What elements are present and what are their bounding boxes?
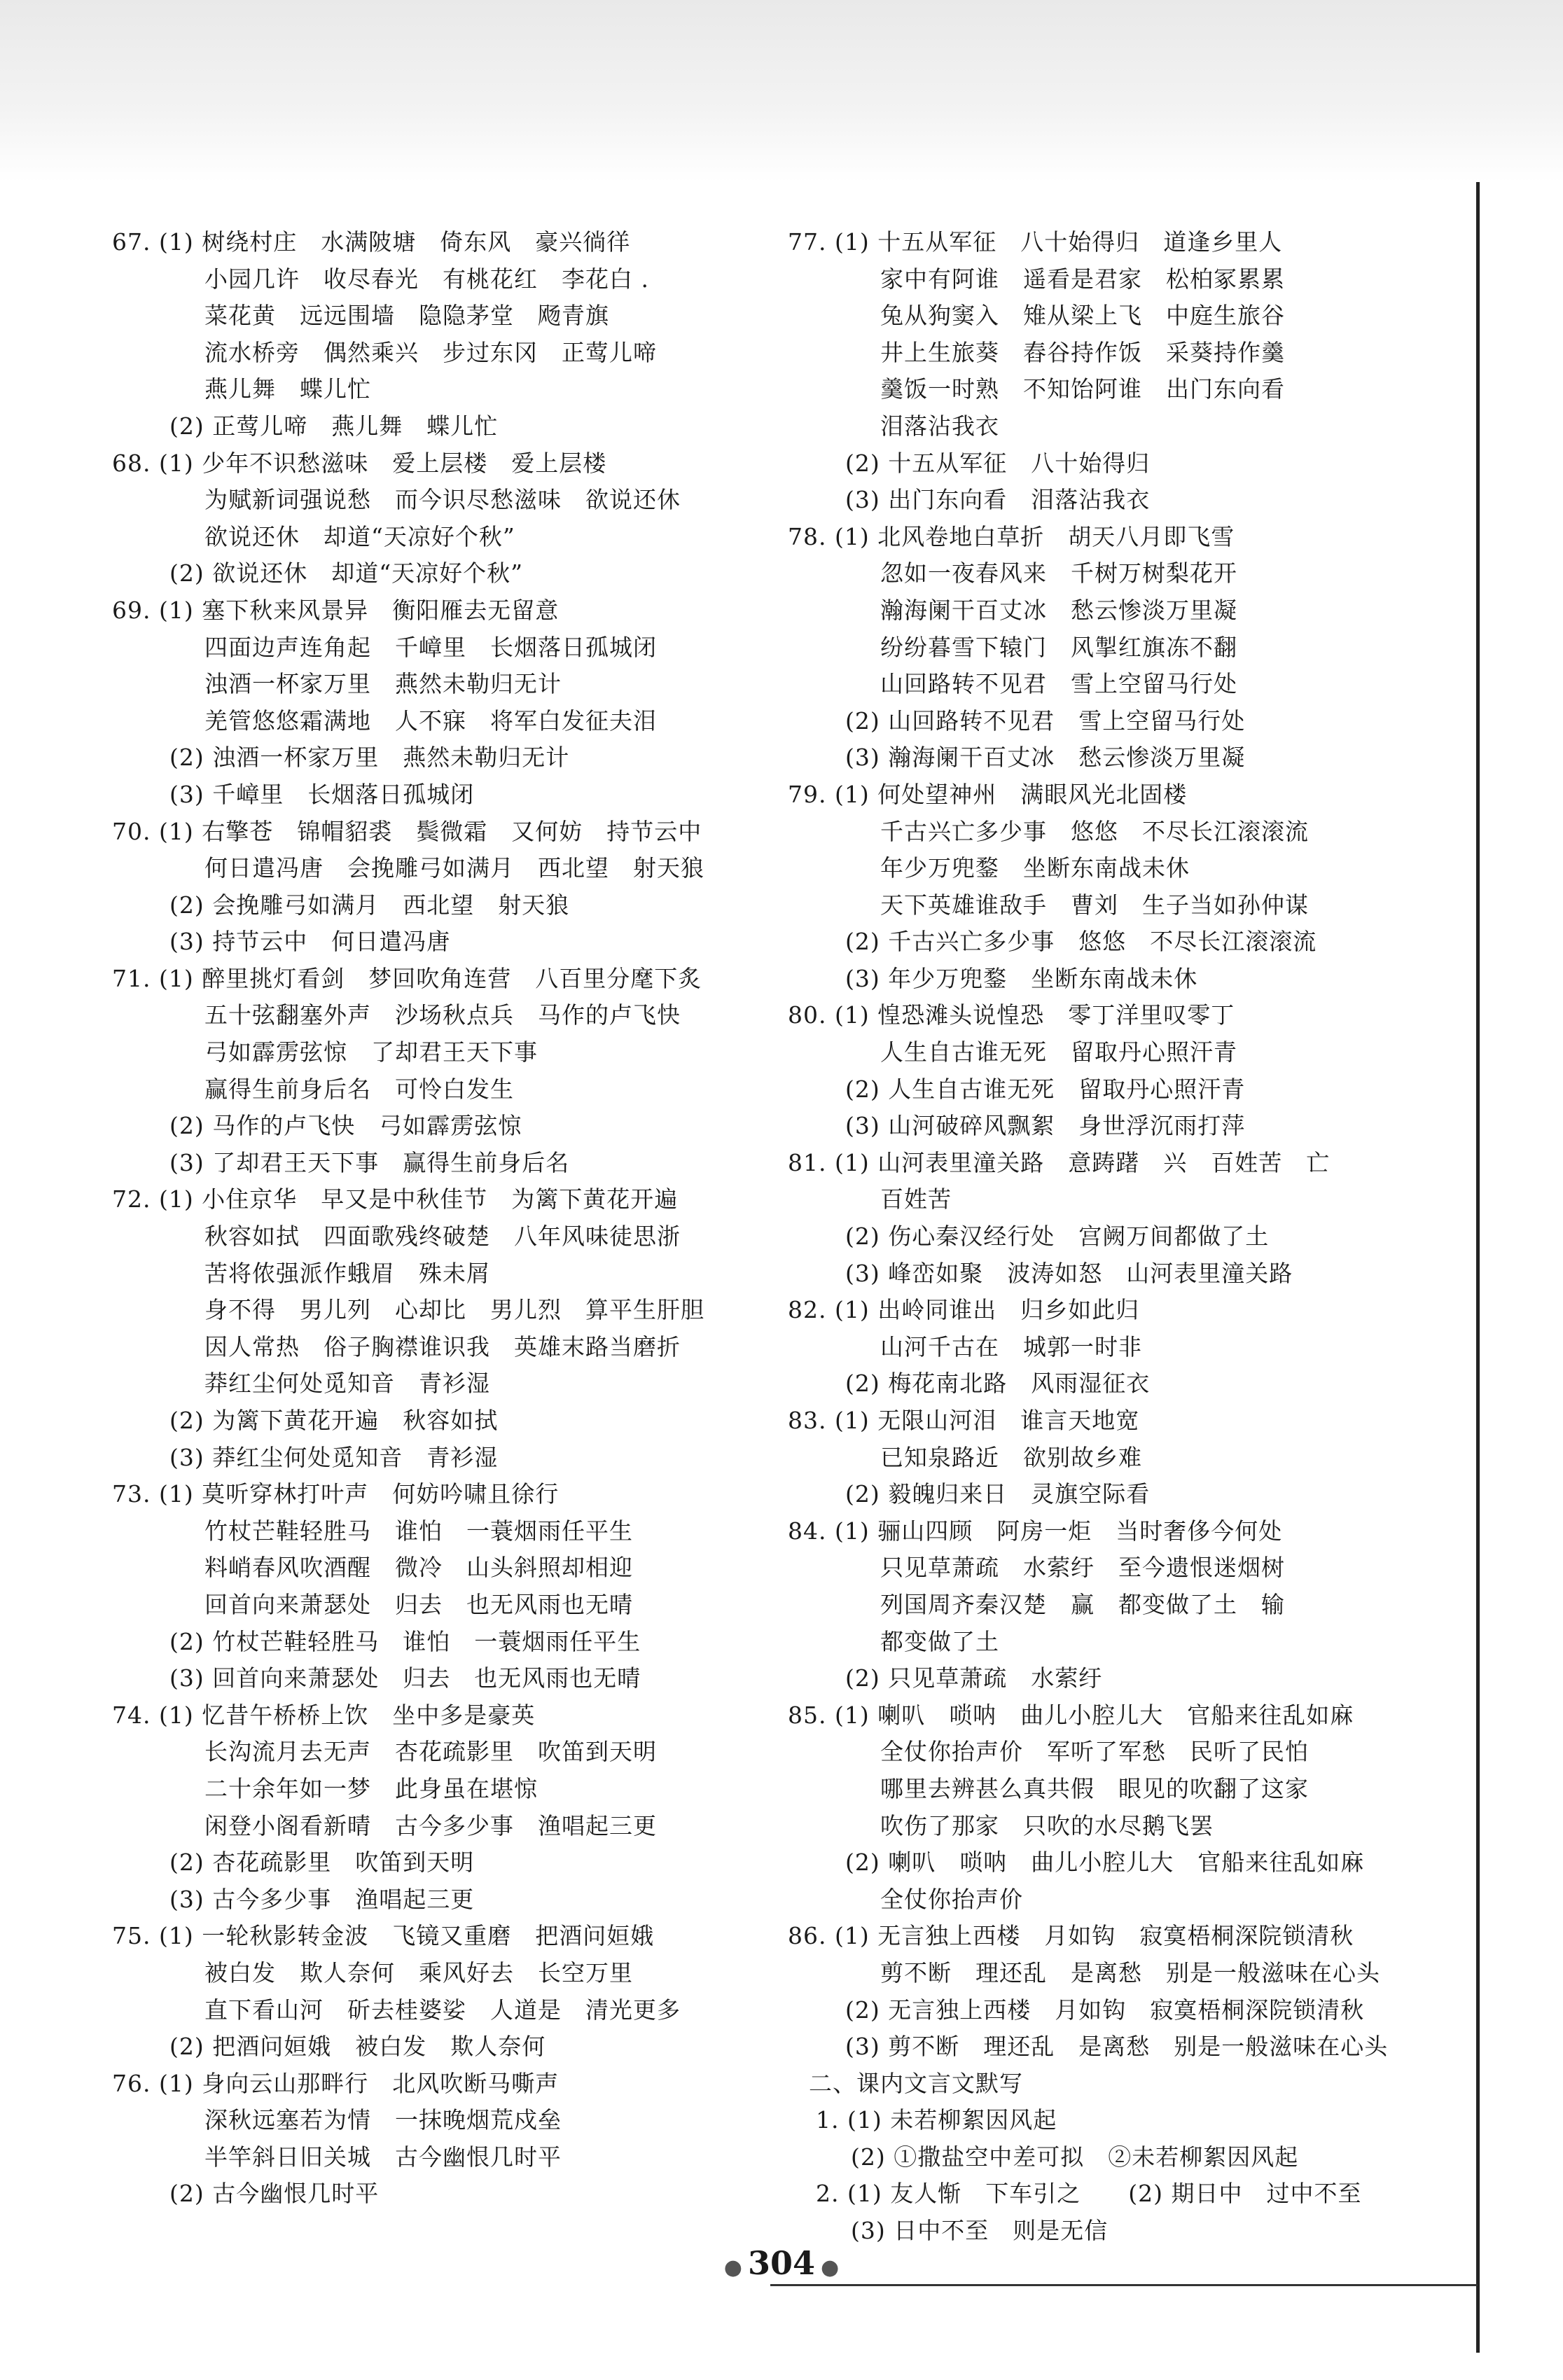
- answer-line: (3) 古今多少事 渔唱起三更: [169, 1885, 475, 1913]
- answer-line: 1. (1) 未若柳絮因风起: [816, 2106, 1057, 2134]
- answer-line: 81. (1) 山河表里潼关路 意踌躇 兴 百姓苦 亡: [788, 1148, 1331, 1176]
- answer-line: 79. (1) 何处望神州 满眼风光北固楼: [788, 780, 1188, 808]
- answer-line: (2) 人生自古谁无死 留取丹心照汗青: [845, 1075, 1246, 1103]
- answer-line: 列国周齐秦汉楚 赢 都变做了土 输: [880, 1590, 1285, 1618]
- answer-line: (3) 持节云中 何日遣冯唐: [169, 928, 451, 956]
- answer-line: (3) 瀚海阑干百丈冰 愁云惨淡万里凝: [845, 744, 1246, 772]
- answer-line: 深秋远塞若为情 一抹晚烟荒戍垒: [204, 2106, 562, 2134]
- answer-line: 77. (1) 十五从军征 八十始得归 道逢乡里人: [788, 228, 1283, 256]
- answer-line: 85. (1) 喇叭 唢呐 曲儿小腔儿大 官船来往乱如麻: [788, 1701, 1354, 1729]
- answer-line: (2) 把酒问姮娥 被白发 欺人奈何: [169, 2033, 546, 2061]
- answer-line: (2) 无言独上西楼 月如钩 寂寞梧桐深院锁清秋: [845, 1996, 1365, 2024]
- answer-line: 74. (1) 忆昔午桥桥上饮 坐中多是豪英: [112, 1701, 536, 1729]
- answer-line: 69. (1) 塞下秋来风景异 衡阳雁去无留意: [112, 596, 560, 624]
- answer-line: (2) 千古兴亡多少事 悠悠 不尽长江滚滚流: [845, 928, 1317, 956]
- answer-line: 菜花黄 远远围墙 隐隐茅堂 飏青旗: [204, 302, 609, 330]
- answer-line: 82. (1) 出岭同谁出 归乡如此归: [788, 1296, 1140, 1324]
- answer-line: 二、课内文言文默写: [809, 2069, 1023, 2097]
- answer-line: (2) 马作的卢飞快 弓如霹雳弦惊: [169, 1112, 522, 1140]
- answer-line: 赢得生前身后名 可怜白发生: [204, 1075, 514, 1103]
- answer-line: (2) 为篱下黄花开遍 秋容如拭: [169, 1407, 499, 1434]
- answer-line: (3) 莽红尘何处觅知音 青衫湿: [169, 1443, 499, 1471]
- answer-line: 竹杖芒鞋轻胜马 谁怕 一蓑烟雨任平生: [204, 1517, 633, 1545]
- answer-line: 百姓苦: [880, 1185, 952, 1213]
- answer-line: 五十弦翻塞外声 沙场秋点兵 马作的卢飞快: [204, 1001, 681, 1029]
- answer-line: (2) 喇叭 唢呐 曲儿小腔儿大 官船来往乱如麻: [845, 1849, 1365, 1877]
- answer-line: 井上生旅葵 舂谷持作饭 采葵持作羹: [880, 338, 1285, 366]
- right-answer-column: [788, 224, 1474, 2250]
- answer-line: 73. (1) 莫听穿林打叶声 何妨吟啸且徐行: [112, 1480, 560, 1508]
- answer-line: 都变做了土: [880, 1627, 999, 1655]
- answer-line: 纷纷暮雪下辕门 风掣红旗冻不翻: [880, 633, 1237, 661]
- answer-line: (3) 出门东向看 泪落沾我衣: [845, 486, 1151, 514]
- answer-line: 78. (1) 北风卷地白草折 胡天八月即飞雪: [788, 522, 1235, 550]
- answer-line: 小园几许 收尽春光 有桃花红 李花白 .: [204, 265, 649, 293]
- answer-line: 只见草萧疏 水萦纡 至今遗恨迷烟树: [880, 1554, 1285, 1582]
- answer-line: 为赋新词强说愁 而今识尽愁滋味 欲说还休: [204, 486, 681, 514]
- answer-line: (3) 山河破碎风飘絮 身世浮沉雨打萍: [845, 1112, 1246, 1140]
- answer-line: 忽如一夜春风来 千树万树梨花开: [880, 559, 1237, 587]
- answer-line: 因人常热 俗子胸襟谁识我 英雄末路当磨折: [204, 1332, 681, 1361]
- answer-line: (2) 古今幽恨几时平: [169, 2180, 380, 2208]
- answer-line: 瀚海阑干百丈冰 愁云惨淡万里凝: [880, 596, 1237, 624]
- answer-line: 泪落沾我衣: [880, 412, 999, 440]
- answer-line: 四面边声连角起 千嶂里 长烟落日孤城闭: [204, 633, 657, 661]
- answer-line: (2) 欲说还休 却道“天凉好个秋”: [169, 559, 523, 587]
- answer-line: 70. (1) 右擎苍 锦帽貂裘 鬓微霜 又何妨 持节云中: [112, 817, 702, 845]
- answer-line: (3) 峰峦如聚 波涛如怒 山河表里潼关路: [845, 1259, 1293, 1287]
- answer-line: 羹饭一时熟 不知饴阿谁 出门东向看: [880, 375, 1285, 403]
- answer-line: 回首向来萧瑟处 归去 也无风雨也无晴: [204, 1590, 633, 1618]
- answer-line: (2) ①撒盐空中差可拟 ②未若柳絮因风起: [851, 2143, 1299, 2171]
- answer-line: 身不得 男儿列 心却比 男儿烈 算平生肝胆: [204, 1296, 704, 1324]
- answer-line: 流水桥旁 偶然乘兴 步过东冈 正莺儿啼: [204, 338, 657, 366]
- answer-line: 80. (1) 惶恐滩头说惶恐 零丁洋里叹零丁: [788, 1001, 1235, 1029]
- answer-line: 长沟流月去无声 杏花疏影里 吹笛到天明: [204, 1738, 657, 1766]
- answer-line: (3) 剪不断 理还乱 是离愁 别是一般滋味在心头: [845, 2033, 1389, 2061]
- left-answer-column: [112, 224, 756, 2213]
- answer-line: (2) 杏花疏影里 吹笛到天明: [169, 1849, 475, 1877]
- answer-line: (2) 浊酒一杯家万里 燕然未勒归无计: [169, 744, 570, 772]
- answer-line: (2) 正莺儿啼 燕儿舞 蝶儿忙: [169, 412, 499, 440]
- answer-line: 千古兴亡多少事 悠悠 不尽长江滚滚流: [880, 817, 1309, 845]
- answer-line: 71. (1) 醉里挑灯看剑 梦回吹角连营 八百里分麾下炙: [112, 964, 702, 992]
- page-number: [0, 2244, 1563, 2282]
- answer-line: (3) 回首向来萧瑟处 归去 也无风雨也无晴: [169, 1664, 641, 1692]
- answer-line: 已知泉路近 欲别故乡难: [880, 1443, 1142, 1471]
- answer-line: 羌管悠悠霜满地 人不寐 将军白发征夫泪: [204, 707, 657, 735]
- answer-line: 何日遣冯唐 会挽雕弓如满月 西北望 射天狼: [204, 854, 704, 882]
- answer-line: 浊酒一杯家万里 燕然未勒归无计: [204, 670, 562, 698]
- page-binding-edge: [1476, 182, 1480, 2353]
- answer-line: 被白发 欺人奈何 乘风好去 长空万里: [204, 1958, 633, 1986]
- answer-line: 68. (1) 少年不识愁滋味 爱上层楼 爱上层楼: [112, 449, 607, 477]
- answer-line: 84. (1) 骊山四顾 阿房一炬 当时奢侈今何处: [788, 1517, 1283, 1545]
- answer-line: 山河千古在 城郭一时非: [880, 1332, 1142, 1361]
- answer-line: 欲说还休 却道“天凉好个秋”: [204, 522, 515, 550]
- answer-line: (2) 会挽雕弓如满月 西北望 射天狼: [169, 891, 570, 919]
- answer-line: (2) 伤心秦汉经行处 宫阙万间都做了土: [845, 1223, 1270, 1251]
- answer-line: (3) 年少万兜鍪 坐断东南战未休: [845, 964, 1198, 992]
- answer-line: 秋容如拭 四面歌残终破楚 八年风味徒思浙: [204, 1223, 681, 1251]
- page-number-value: 304: [747, 2244, 816, 2282]
- answer-line: (2) 只见草萧疏 水萦纡: [845, 1664, 1103, 1692]
- answer-line: 83. (1) 无限山河泪 谁言天地宽: [788, 1407, 1140, 1434]
- page-number-dot-left: ●: [723, 2255, 742, 2280]
- scan-top-shading: [0, 0, 1563, 182]
- answer-line: 剪不断 理还乱 是离愁 别是一般滋味在心头: [880, 1958, 1380, 1986]
- answer-line: 哪里去辨甚么真共假 眼见的吹翻了这家: [880, 1774, 1309, 1802]
- answer-line: (3) 了却君王天下事 赢得生前身后名: [169, 1148, 570, 1176]
- answer-line: (2) 十五从军征 八十始得归: [845, 449, 1151, 477]
- answer-line: 燕儿舞 蝶儿忙: [204, 375, 371, 403]
- answer-line: 人生自古谁无死 留取丹心照汗青: [880, 1038, 1237, 1066]
- answer-line: 2. (1) 友人惭 下车引之 (2) 期日中 过中不至: [816, 2180, 1362, 2208]
- page-number-dot-right: ●: [821, 2255, 840, 2280]
- answer-line: 吹伤了那家 只吹的水尽鹅飞罢: [880, 1811, 1214, 1839]
- answer-line: (2) 竹杖芒鞋轻胜马 谁怕 一蓑烟雨任平生: [169, 1627, 641, 1655]
- answer-line: (2) 山回路转不见君 雪上空留马行处: [845, 707, 1246, 735]
- answer-line: (2) 毅魄归来日 灵旗空际看: [845, 1480, 1151, 1508]
- answer-line: 72. (1) 小住京华 早又是中秋佳节 为篱下黄花开遍: [112, 1185, 679, 1213]
- answer-line: (3) 千嶂里 长烟落日孤城闭: [169, 780, 475, 808]
- answer-line: 山回路转不见君 雪上空留马行处: [880, 670, 1237, 698]
- answer-line: 家中有阿谁 遥看是君家 松柏冢累累: [880, 265, 1285, 293]
- answer-line: 天下英雄谁敌手 曹刘 生子当如孙仲谋: [880, 891, 1309, 919]
- answer-line: 76. (1) 身向云山那畔行 北风吹断马嘶声: [112, 2069, 560, 2097]
- answer-line: 直下看山河 斫去桂婆娑 人道是 清光更多: [204, 1996, 681, 2024]
- answer-line: 全仗你抬声价 军听了军愁 民听了民怕: [880, 1738, 1309, 1766]
- answer-line: (2) 梅花南北路 风雨湿征衣: [845, 1370, 1151, 1398]
- answer-line: 年少万兜鍪 坐断东南战未休: [880, 854, 1190, 882]
- answer-line: 二十余年如一梦 此身虽在堪惊: [204, 1774, 538, 1802]
- footer-rule: [770, 2284, 1478, 2286]
- answer-line: 兔从狗窦入 雉从梁上飞 中庭生旅谷: [880, 302, 1285, 330]
- answer-line: 86. (1) 无言独上西楼 月如钩 寂寞梧桐深院锁清秋: [788, 1922, 1354, 1950]
- answer-line: 苦将侬强派作蛾眉 殊未屑: [204, 1259, 490, 1287]
- answer-line: (3) 日中不至 则是无信: [851, 2217, 1109, 2245]
- answer-line: 67. (1) 树绕村庄 水满陂塘 倚东风 豪兴徜徉: [112, 228, 631, 256]
- answer-line: 半竿斜日旧关城 古今幽恨几时平: [204, 2143, 562, 2171]
- answer-line: 75. (1) 一轮秋影转金波 飞镜又重磨 把酒问姮娥: [112, 1922, 655, 1950]
- answer-line: 弓如霹雳弦惊 了却君王天下事: [204, 1038, 538, 1066]
- answer-line: 料峭春风吹酒醒 微冷 山头斜照却相迎: [204, 1554, 633, 1582]
- answer-line: 全仗你抬声价: [880, 1885, 1023, 1913]
- answer-line: 闲登小阁看新晴 古今多少事 渔唱起三更: [204, 1811, 657, 1839]
- answer-line: 莽红尘何处觅知音 青衫湿: [204, 1370, 490, 1398]
